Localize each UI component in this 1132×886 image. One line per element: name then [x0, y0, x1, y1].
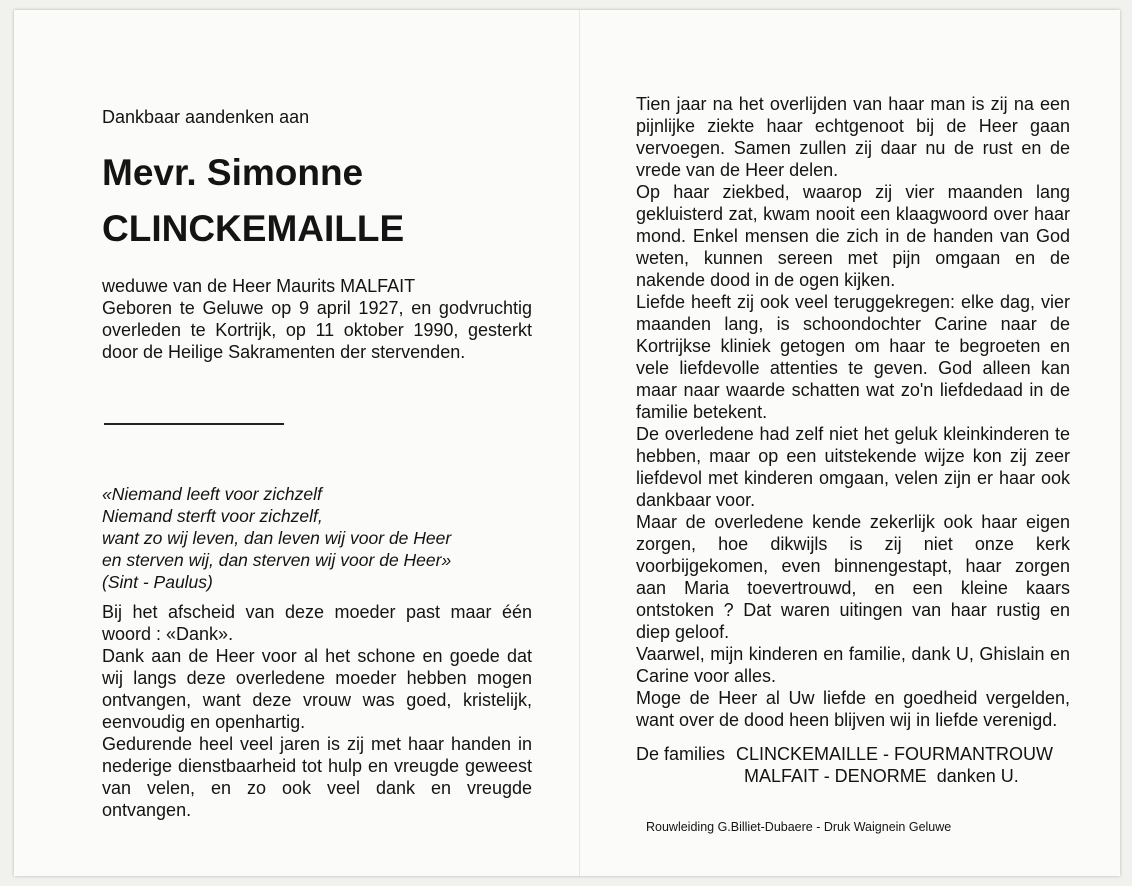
right-paragraph: Liefde heeft zij ook veel teruggekregen: elke dag, vier maanden lang, is schoondochter Carine naar de Kortrijkse kliniek getogen om haar te begroeten en vele liefdevolle attenties te geven. God alleen kan maar naar waarde schatten wat zo'n liefdedaad in de familie betekent. [636, 292, 1070, 422]
fold-line [579, 10, 580, 876]
right-paragraph: Moge de Heer al Uw liefde en goedheid vergelden, want over de dood heen blijven wij in liefde verenigd. [636, 688, 1070, 730]
birth-death-text: Geboren te Geluwe op 9 april 1927, en godvruchtig overleden te Kortrijk, op 11 oktober 1990, gesterkt door de Heilige Sakramenten der stervenden. [102, 298, 532, 362]
signoff-thanks: danken U. [936, 766, 1019, 786]
printer-credit: Rouwleiding G.Billiet-Dubaere - Druk Waignein Geluwe [646, 820, 952, 834]
left-paragraph: Bij het afscheid van deze moeder past maar één woord : «Dank». [102, 602, 532, 644]
right-paragraph: De overledene had zelf niet het geluk kleinkinderen te hebben, maar op een uitstekende wijze kon zij zeer liefdevol met kinderen omgaan, velen zijn er haar ook dankbaar voor. [636, 424, 1070, 510]
left-paragraph: Dank aan de Heer voor al het schone en goede dat wij langs deze overledene moeder hebben mogen ontvangen, want deze vrouw was goed, kristelijk, eenvoudig en openhartig. [102, 646, 532, 732]
right-paragraph: Op haar ziekbed, waarop zij vier maanden lang gekluisterd zat, kwam nooit een klaagwoord over haar mond. Enkel mensen die zich in de handen van God weten, kunnen sereen met pijn omgaan en de nakende dood in de ogen kijken. [636, 182, 1070, 290]
families-line2: MALFAIT - DENORME [744, 766, 927, 786]
right-paragraph: Maar de overledene kende zekerlijk ook haar eigen zorgen, hoe dikwijls is zij niet onze kerk voorbijgekomen, even binnengestapt, haar zorgen aan Maria toevertrouwd, en een kleine kaars ontstoken ? Dat waren uitingen van haar rustig en diep geloof. [636, 512, 1070, 642]
intro-text: Dankbaar aandenken aan [102, 107, 310, 127]
quote-line: want zo wij leven, dan leven wij voor de Heer [102, 528, 452, 548]
scripture-quote [102, 483, 532, 593]
quote-line: «Niemand leeft voor zichzelf [102, 484, 322, 504]
left-column [102, 106, 532, 821]
quote-source: (Sint - Paulus) [102, 572, 213, 592]
families-line1: CLINCKEMAILLE - FOURMANTROUW [736, 744, 1054, 764]
quote-line: en sterven wij, dan sterven wij voor de Heer» [102, 550, 452, 570]
signoff-lead: De families [636, 744, 726, 764]
quote-line: Niemand sterft voor zichzelf, [102, 506, 323, 526]
deceased-name-line1: Mevr. Simonne [102, 152, 364, 193]
right-paragraph: Tien jaar na het overlijden van haar man is zij na een pijnlijke ziekte haar echtgenoot bij de Heer gaan vervoegen. Samen zullen zij daar nu de rust en de vrede van de Heer delen. [636, 94, 1070, 180]
divider [104, 423, 284, 425]
right-column [636, 93, 1070, 787]
family-signoff [636, 743, 1070, 787]
right-paragraph: Vaarwel, mijn kinderen en familie, dank U, Ghislain en Carine voor alles. [636, 644, 1070, 686]
widow-text: weduwe van de Heer Maurits MALFAIT [102, 276, 416, 296]
deceased-surname: CLINCKEMAILLE [102, 208, 405, 249]
left-paragraph: Gedurende heel veel jaren is zij met haar handen in nederige dienstbaarheid tot hulp en vreugde geweest van velen, en zo ook veel dank en vreugde ontvangen. [102, 734, 532, 820]
